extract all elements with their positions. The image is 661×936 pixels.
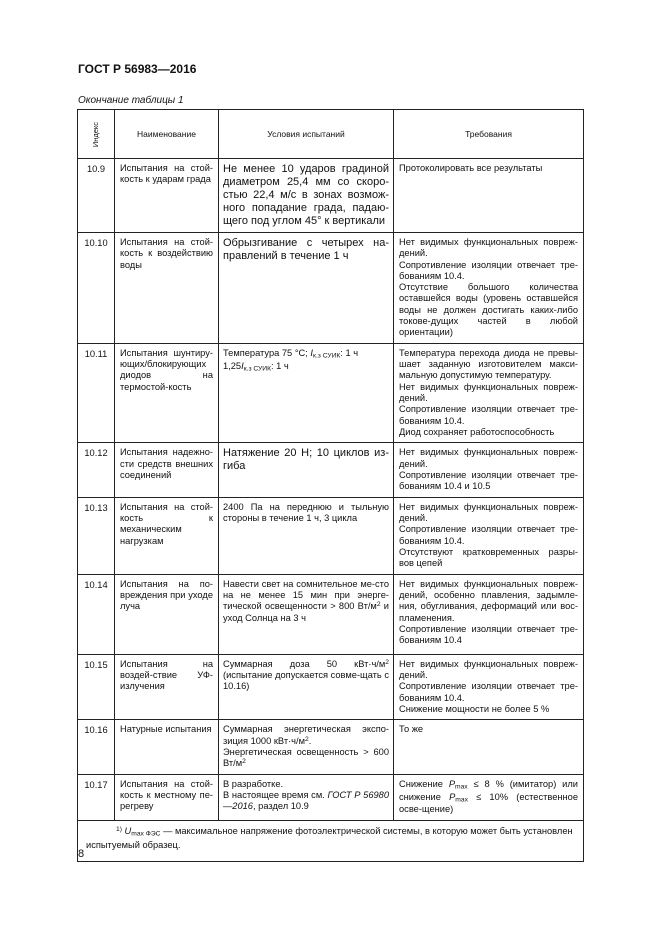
row-name: Испытания на стой-кость к воздействию воды (115, 232, 219, 343)
footnote-row (78, 820, 584, 861)
header-requirements: Требования (394, 110, 584, 159)
row-name: Испытания на стой-кость к ударам града (115, 159, 219, 233)
row-requirements: Протоколировать все результаты (394, 159, 584, 233)
row-conditions: Суммарная доза 50 $кВт\cdot ч/м^2$ (испытание допускается совме-щать с 10.16) (219, 654, 394, 720)
row-conditions: Температура 75 °С; $I_{к.з СУИК}$: 1 ч $1,25I_{к.з СУИК}$: 1 ч (219, 343, 394, 443)
table-row (78, 159, 584, 233)
table-row (78, 497, 584, 574)
table-row (78, 720, 584, 774)
header-name: Наименование (115, 110, 219, 159)
page-number: 8 (78, 848, 85, 860)
table-row (78, 654, 584, 720)
table-row (78, 343, 584, 443)
row-index: 10.15 (78, 654, 115, 720)
row-conditions: 2400 Па на переднюю и тыльную стороны в течение 1 ч, 3 цикла (219, 497, 394, 574)
row-conditions: Навести свет на сомнительное ме-сто на не менее 15 мин при энерге-тической освещенности > 800 $Вт/м^2$ и уход Солнца на 3 ч (219, 574, 394, 654)
table-caption: Окончание таблицы 1 (78, 95, 184, 106)
row-name: Испытания на по-вреждения при уходе луча (115, 574, 219, 654)
requirements-table (77, 109, 584, 862)
row-requirements: Снижение $P_{max} \le 8$ % (имитатор) или снижение $P_{max} \le 10\%$ (естественное осве-щение) (394, 774, 584, 820)
row-conditions: Не менее 10 ударов градиной диаметром 25,4 мм со скоро-стью 22,4 м/с в зонах возмож-ного попадание града, падаю-щего под углом 45° к вертикали (219, 159, 394, 233)
header-index: Индекс (78, 110, 115, 159)
row-name: Испытания на стой-кость к механическим нагрузкам (115, 497, 219, 574)
table-header-row (78, 110, 584, 159)
row-requirements: Нет видимых функциональных повреж-дений. Сопротивление изоляции отвечает тре-бованиям 10.4 и 10.5 (394, 443, 584, 497)
row-name: Испытания на стой-кость к местному пе-регреву (115, 774, 219, 820)
row-index: 10.14 (78, 574, 115, 654)
standard-reference: ГОСТ Р 56980—2016 (223, 789, 389, 812)
row-name: Испытания шунтиру-ющих/блокирующих диодов на термостой-кость (115, 343, 219, 443)
row-index: 10.10 (78, 232, 115, 343)
table-row (78, 232, 584, 343)
row-requirements: Нет видимых функциональных повреж-дений. Сопротивление изоляции отвечает тре-бованиям 10.4. Отсутствуют кратковременных разры-вов цепей (394, 497, 584, 574)
table-row (78, 774, 584, 820)
row-requirements: Нет видимых функциональных повреж-дений, особенно плавления, задымле-ния, обугливания, деформаций или вос-пламенения. Сопротивление изоляции отвечает тре-бованиям 10.4 (394, 574, 584, 654)
table-row (78, 574, 584, 654)
row-index: 10.13 (78, 497, 115, 574)
row-requirements: Нет видимых функциональных повреж-дений. Сопротивление изоляции отвечает тре-бованиям 10.4. Отсутствие большого количества оставшейся воды (уровень оставшейся воды не должен достигать каких-либо токове-дущих частей в любой ориентации) (394, 232, 584, 343)
row-conditions: Натяжение 20 Н; 10 циклов из-гиба (219, 443, 394, 497)
row-name: Испытания надежно-сти средств внешних соединений (115, 443, 219, 497)
table-footnote: $^{1)}$ $U_{max ФЭС}$ — максимальное напряжение фотоэлектрической системы, в которую может быть установлен испытуемый образец. (78, 820, 584, 861)
row-requirements: Нет видимых функциональных повреж-дений. Сопротивление изоляции отвечает тре-бованиям 10.4. Снижение мощности не более 5 % (394, 654, 584, 720)
row-index: 10.17 (78, 774, 115, 820)
row-index: 10.9 (78, 159, 115, 233)
row-index: 10.16 (78, 720, 115, 774)
row-index: 10.12 (78, 443, 115, 497)
row-name: Испытания на воздей-ствие УФ-излучения (115, 654, 219, 720)
table-row (78, 443, 584, 497)
row-conditions: Суммарная энергетическая экспо-зиция 1000 $кВт\cdot ч/м^2$. Энергетическая освещенность > 600 $Вт/м^2$ (219, 720, 394, 774)
header-conditions: Условия испытаний (219, 110, 394, 159)
row-index: 10.11 (78, 343, 115, 443)
document-header: ГОСТ Р 56983—2016 (78, 62, 197, 76)
row-conditions: В разработке. В настоящее время см. ГОСТ Р 56980—2016, раздел 10.9 (219, 774, 394, 820)
row-requirements: Температура перехода диода не превы-шает заданную изготовителем макси-мальную допустимую температуру. Нет видимых функциональных повреж-дений. Сопротивление изоляции отвечает тре-бованиям 10.4. Диод сохраняет работоспособность (394, 343, 584, 443)
row-requirements: То же (394, 720, 584, 774)
row-name: Натурные испытания (115, 720, 219, 774)
row-conditions: Обрызгивание с четырех на-правлений в течение 1 ч (219, 232, 394, 343)
